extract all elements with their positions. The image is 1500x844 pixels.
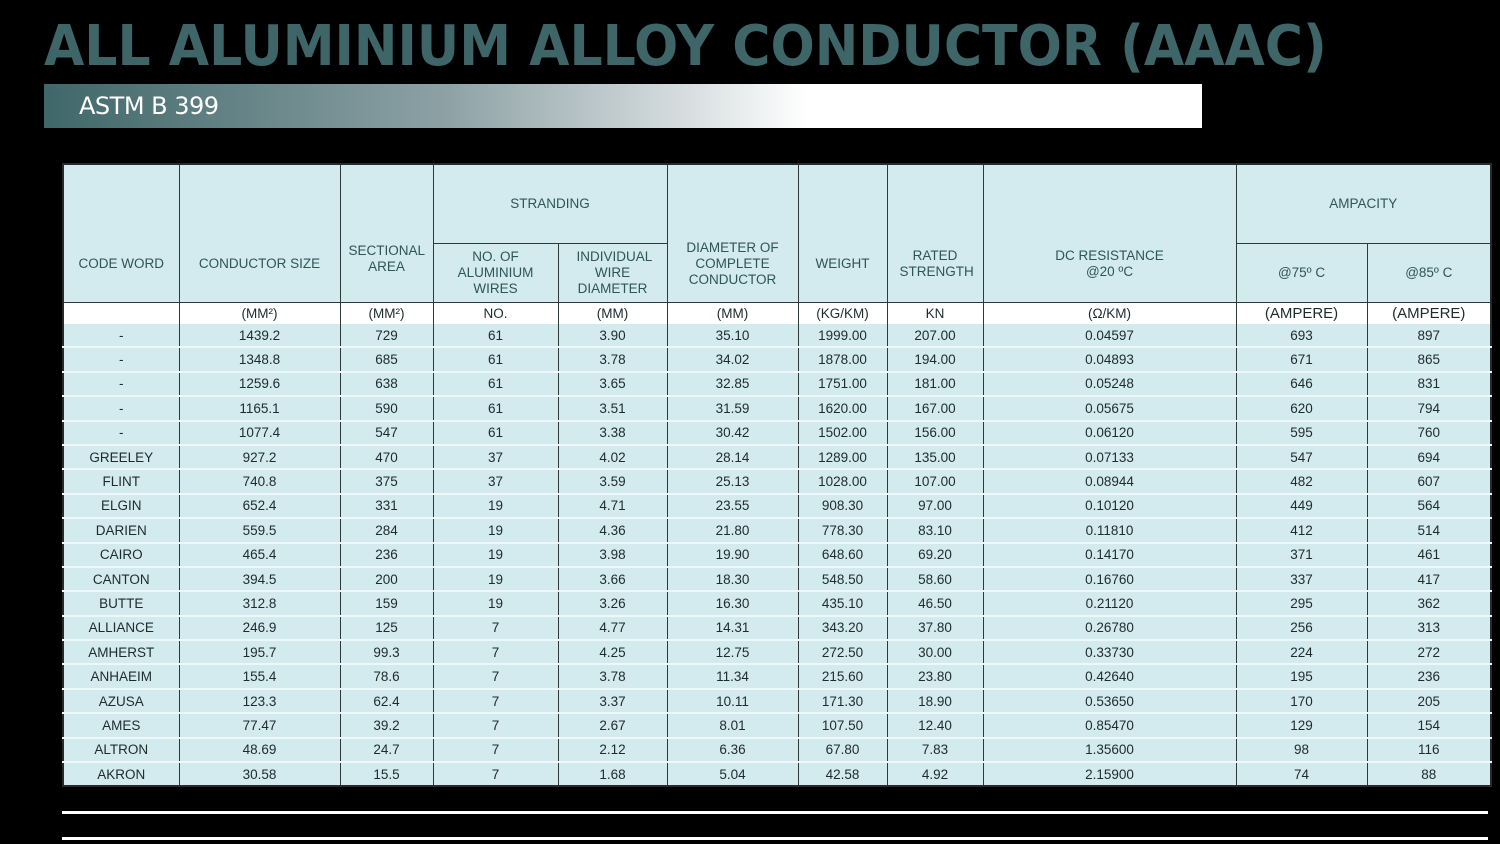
header-no-of-wires: NO. OF ALUMINIUM WIRES — [433, 243, 558, 302]
unit-diameter-complete: (MM) — [667, 303, 798, 325]
cell-diameter-complete: 14.31 — [667, 616, 798, 640]
cell-wire-diameter: 3.90 — [558, 324, 667, 347]
cell-weight: 42.58 — [798, 762, 887, 786]
cell-wire-diameter: 3.78 — [558, 664, 667, 688]
cell-wire-diameter: 4.77 — [558, 616, 667, 640]
cell-weight: 272.50 — [798, 640, 887, 664]
cell-sectional-area: 638 — [340, 372, 433, 396]
standard-banner — [44, 84, 1202, 128]
cell-no-of-wires: 19 — [433, 494, 558, 518]
cell-no-of-wires: 19 — [433, 567, 558, 591]
cell-ampacity-85c: 865 — [1367, 347, 1491, 371]
cell-dc-resistance: 0.42640 — [983, 664, 1236, 688]
cell-ampacity-85c: 831 — [1367, 372, 1491, 396]
cell-no-of-wires: 7 — [433, 762, 558, 786]
cell-ampacity-75c: 98 — [1236, 738, 1367, 762]
cell-diameter-complete: 35.10 — [667, 324, 798, 347]
cell-ampacity-75c: 595 — [1236, 421, 1367, 445]
units-row — [63, 303, 1491, 325]
cell-conductor-size: 740.8 — [179, 469, 340, 493]
cell-code-word: DARIEN — [63, 518, 179, 542]
table-row — [63, 469, 1491, 493]
cell-weight: 548.50 — [798, 567, 887, 591]
unit-ampacity-75c: (AMPERE) — [1236, 303, 1367, 325]
cell-ampacity-85c: 154 — [1367, 713, 1491, 737]
cell-conductor-size: 652.4 — [179, 494, 340, 518]
cell-rated-strength: 181.00 — [887, 372, 983, 396]
cell-sectional-area: 200 — [340, 567, 433, 591]
cell-rated-strength: 58.60 — [887, 567, 983, 591]
cell-sectional-area: 729 — [340, 324, 433, 347]
cell-sectional-area: 470 — [340, 445, 433, 469]
cell-ampacity-85c: 564 — [1367, 494, 1491, 518]
cell-rated-strength: 4.92 — [887, 762, 983, 786]
header-ampacity-75c: @75º C — [1236, 243, 1367, 302]
cell-code-word: ANHAEIM — [63, 664, 179, 688]
cell-wire-diameter: 3.59 — [558, 469, 667, 493]
cell-no-of-wires: 61 — [433, 372, 558, 396]
cell-sectional-area: 99.3 — [340, 640, 433, 664]
footer-rule-1 — [62, 811, 1488, 814]
cell-rated-strength: 207.00 — [887, 324, 983, 347]
cell-code-word: AZUSA — [63, 689, 179, 713]
cell-wire-diameter: 3.51 — [558, 396, 667, 420]
cell-ampacity-75c: 295 — [1236, 591, 1367, 615]
cell-sectional-area: 547 — [340, 421, 433, 445]
cell-dc-resistance: 0.33730 — [983, 640, 1236, 664]
cell-conductor-size: 465.4 — [179, 543, 340, 567]
cell-sectional-area: 685 — [340, 347, 433, 371]
cell-no-of-wires: 37 — [433, 469, 558, 493]
cell-conductor-size: 30.58 — [179, 762, 340, 786]
cell-ampacity-75c: 74 — [1236, 762, 1367, 786]
cell-diameter-complete: 8.01 — [667, 713, 798, 737]
page-title: ALL ALUMINIUM ALLOY CONDUCTOR (AAAC) — [44, 14, 1327, 79]
cell-rated-strength: 107.00 — [887, 469, 983, 493]
cell-wire-diameter: 4.36 — [558, 518, 667, 542]
cell-weight: 171.30 — [798, 689, 887, 713]
cell-no-of-wires: 7 — [433, 713, 558, 737]
cell-wire-diameter: 4.02 — [558, 445, 667, 469]
cell-diameter-complete: 30.42 — [667, 421, 798, 445]
cell-code-word: ALLIANCE — [63, 616, 179, 640]
cell-ampacity-85c: 897 — [1367, 324, 1491, 347]
cell-diameter-complete: 6.36 — [667, 738, 798, 762]
cell-no-of-wires: 61 — [433, 347, 558, 371]
cell-dc-resistance: 0.26780 — [983, 616, 1236, 640]
cell-sectional-area: 375 — [340, 469, 433, 493]
cell-code-word: ALTRON — [63, 738, 179, 762]
cell-code-word: - — [63, 324, 179, 347]
cell-diameter-complete: 31.59 — [667, 396, 798, 420]
cell-conductor-size: 1077.4 — [179, 421, 340, 445]
cell-ampacity-85c: 205 — [1367, 689, 1491, 713]
cell-ampacity-75c: 449 — [1236, 494, 1367, 518]
cell-wire-diameter: 3.37 — [558, 689, 667, 713]
cell-no-of-wires: 61 — [433, 396, 558, 420]
cell-diameter-complete: 12.75 — [667, 640, 798, 664]
cell-wire-diameter: 3.65 — [558, 372, 667, 396]
cell-diameter-complete: 21.80 — [667, 518, 798, 542]
cell-no-of-wires: 7 — [433, 664, 558, 688]
cell-wire-diameter: 1.68 — [558, 762, 667, 786]
header-ampacity: AMPACITY — [1236, 164, 1491, 243]
cell-conductor-size: 123.3 — [179, 689, 340, 713]
cell-wire-diameter: 3.98 — [558, 543, 667, 567]
cell-ampacity-75c: 646 — [1236, 372, 1367, 396]
header-sectional-area: SECTIONAL AREA — [340, 164, 433, 303]
cell-sectional-area: 15.5 — [340, 762, 433, 786]
header-rated-strength: RATED STRENGTH — [887, 164, 983, 303]
table-row — [63, 591, 1491, 615]
cell-ampacity-85c: 88 — [1367, 762, 1491, 786]
cell-sectional-area: 24.7 — [340, 738, 433, 762]
cell-weight: 1878.00 — [798, 347, 887, 371]
cell-weight: 1751.00 — [798, 372, 887, 396]
table-row — [63, 396, 1491, 420]
cell-rated-strength: 135.00 — [887, 445, 983, 469]
table-row — [63, 640, 1491, 664]
cell-weight: 1028.00 — [798, 469, 887, 493]
cell-ampacity-85c: 461 — [1367, 543, 1491, 567]
cell-weight: 1289.00 — [798, 445, 887, 469]
cell-rated-strength: 18.90 — [887, 689, 983, 713]
table-row — [63, 421, 1491, 445]
cell-weight: 343.20 — [798, 616, 887, 640]
cell-sectional-area: 284 — [340, 518, 433, 542]
cell-rated-strength: 156.00 — [887, 421, 983, 445]
aaac-spec-table — [62, 163, 1492, 787]
cell-weight: 1620.00 — [798, 396, 887, 420]
header-dc-resistance: DC RESISTANCE @20 ºC — [983, 164, 1236, 303]
cell-ampacity-75c: 620 — [1236, 396, 1367, 420]
cell-weight: 778.30 — [798, 518, 887, 542]
unit-code-word — [63, 303, 179, 325]
table-row — [63, 689, 1491, 713]
cell-weight: 1502.00 — [798, 421, 887, 445]
header-wire-diameter: INDIVIDUAL WIRE DIAMETER — [558, 243, 667, 302]
cell-ampacity-75c: 412 — [1236, 518, 1367, 542]
cell-sectional-area: 62.4 — [340, 689, 433, 713]
table-row — [63, 543, 1491, 567]
cell-dc-resistance: 0.21120 — [983, 591, 1236, 615]
cell-sectional-area: 236 — [340, 543, 433, 567]
cell-code-word: BUTTE — [63, 591, 179, 615]
cell-diameter-complete: 18.30 — [667, 567, 798, 591]
cell-rated-strength: 194.00 — [887, 347, 983, 371]
cell-code-word: AMHERST — [63, 640, 179, 664]
unit-wire-diameter: (MM) — [558, 303, 667, 325]
cell-conductor-size: 1348.8 — [179, 347, 340, 371]
cell-ampacity-85c: 760 — [1367, 421, 1491, 445]
cell-dc-resistance: 0.04893 — [983, 347, 1236, 371]
header-code-word: CODE WORD — [63, 164, 179, 303]
cell-wire-diameter: 4.25 — [558, 640, 667, 664]
cell-conductor-size: 394.5 — [179, 567, 340, 591]
cell-dc-resistance: 2.15900 — [983, 762, 1236, 786]
unit-weight: (KG/KM) — [798, 303, 887, 325]
cell-conductor-size: 1439.2 — [179, 324, 340, 347]
cell-no-of-wires: 7 — [433, 689, 558, 713]
cell-code-word: AKRON — [63, 762, 179, 786]
cell-ampacity-75c: 547 — [1236, 445, 1367, 469]
cell-wire-diameter: 3.26 — [558, 591, 667, 615]
cell-conductor-size: 48.69 — [179, 738, 340, 762]
cell-no-of-wires: 19 — [433, 591, 558, 615]
cell-rated-strength: 12.40 — [887, 713, 983, 737]
table-row — [63, 762, 1491, 786]
cell-dc-resistance: 0.06120 — [983, 421, 1236, 445]
cell-rated-strength: 46.50 — [887, 591, 983, 615]
table-row — [63, 445, 1491, 469]
header-conductor-size: CONDUCTOR SIZE — [179, 164, 340, 303]
cell-diameter-complete: 16.30 — [667, 591, 798, 615]
cell-ampacity-85c: 694 — [1367, 445, 1491, 469]
cell-code-word: FLINT — [63, 469, 179, 493]
cell-no-of-wires: 19 — [433, 543, 558, 567]
cell-ampacity-85c: 794 — [1367, 396, 1491, 420]
cell-ampacity-85c: 607 — [1367, 469, 1491, 493]
cell-ampacity-75c: 224 — [1236, 640, 1367, 664]
standard-label: ASTM B 399 — [79, 92, 219, 120]
cell-rated-strength: 23.80 — [887, 664, 983, 688]
cell-rated-strength: 97.00 — [887, 494, 983, 518]
unit-ampacity-85c: (AMPERE) — [1367, 303, 1491, 325]
cell-weight: 67.80 — [798, 738, 887, 762]
cell-sectional-area: 331 — [340, 494, 433, 518]
cell-wire-diameter: 4.71 — [558, 494, 667, 518]
table-row — [63, 324, 1491, 347]
cell-no-of-wires: 7 — [433, 738, 558, 762]
cell-wire-diameter: 3.38 — [558, 421, 667, 445]
cell-dc-resistance: 1.35600 — [983, 738, 1236, 762]
cell-code-word: - — [63, 347, 179, 371]
table-row — [63, 738, 1491, 762]
cell-no-of-wires: 7 — [433, 640, 558, 664]
cell-conductor-size: 559.5 — [179, 518, 340, 542]
cell-rated-strength: 83.10 — [887, 518, 983, 542]
cell-diameter-complete: 19.90 — [667, 543, 798, 567]
cell-ampacity-75c: 195 — [1236, 664, 1367, 688]
cell-sectional-area: 159 — [340, 591, 433, 615]
cell-ampacity-75c: 129 — [1236, 713, 1367, 737]
cell-dc-resistance: 0.53650 — [983, 689, 1236, 713]
cell-dc-resistance: 0.16760 — [983, 567, 1236, 591]
cell-conductor-size: 195.7 — [179, 640, 340, 664]
header-diameter-complete: DIAMETER OF COMPLETE CONDUCTOR — [667, 164, 798, 303]
cell-dc-resistance: 0.14170 — [983, 543, 1236, 567]
cell-no-of-wires: 19 — [433, 518, 558, 542]
cell-rated-strength: 69.20 — [887, 543, 983, 567]
cell-dc-resistance: 0.05248 — [983, 372, 1236, 396]
cell-ampacity-75c: 693 — [1236, 324, 1367, 347]
cell-diameter-complete: 23.55 — [667, 494, 798, 518]
unit-conductor-size: (MM²) — [179, 303, 340, 325]
cell-diameter-complete: 10.11 — [667, 689, 798, 713]
cell-diameter-complete: 32.85 — [667, 372, 798, 396]
table-row — [63, 494, 1491, 518]
cell-ampacity-75c: 482 — [1236, 469, 1367, 493]
unit-rated-strength: KN — [887, 303, 983, 325]
cell-weight: 648.60 — [798, 543, 887, 567]
cell-sectional-area: 39.2 — [340, 713, 433, 737]
cell-diameter-complete: 25.13 — [667, 469, 798, 493]
cell-conductor-size: 1165.1 — [179, 396, 340, 420]
cell-dc-resistance: 0.10120 — [983, 494, 1236, 518]
cell-conductor-size: 155.4 — [179, 664, 340, 688]
cell-ampacity-85c: 362 — [1367, 591, 1491, 615]
cell-dc-resistance: 0.11810 — [983, 518, 1236, 542]
header-ampacity-85c: @85º C — [1367, 243, 1491, 302]
cell-code-word: ELGIN — [63, 494, 179, 518]
unit-dc-resistance: (Ω/KM) — [983, 303, 1236, 325]
table-row — [63, 664, 1491, 688]
cell-dc-resistance: 0.07133 — [983, 445, 1236, 469]
cell-code-word: GREELEY — [63, 445, 179, 469]
cell-conductor-size: 77.47 — [179, 713, 340, 737]
cell-ampacity-75c: 256 — [1236, 616, 1367, 640]
cell-dc-resistance: 0.05675 — [983, 396, 1236, 420]
cell-ampacity-85c: 272 — [1367, 640, 1491, 664]
cell-ampacity-85c: 313 — [1367, 616, 1491, 640]
footer-rule-2 — [62, 837, 1488, 840]
cell-rated-strength: 167.00 — [887, 396, 983, 420]
cell-dc-resistance: 0.04597 — [983, 324, 1236, 347]
cell-weight: 908.30 — [798, 494, 887, 518]
cell-ampacity-75c: 371 — [1236, 543, 1367, 567]
cell-weight: 215.60 — [798, 664, 887, 688]
cell-wire-diameter: 3.66 — [558, 567, 667, 591]
cell-ampacity-75c: 337 — [1236, 567, 1367, 591]
cell-diameter-complete: 34.02 — [667, 347, 798, 371]
table-row — [63, 616, 1491, 640]
cell-wire-diameter: 2.67 — [558, 713, 667, 737]
cell-conductor-size: 312.8 — [179, 591, 340, 615]
cell-weight: 1999.00 — [798, 324, 887, 347]
cell-dc-resistance: 0.85470 — [983, 713, 1236, 737]
cell-code-word: - — [63, 421, 179, 445]
cell-rated-strength: 7.83 — [887, 738, 983, 762]
cell-diameter-complete: 5.04 — [667, 762, 798, 786]
cell-weight: 435.10 — [798, 591, 887, 615]
cell-dc-resistance: 0.08944 — [983, 469, 1236, 493]
table-row — [63, 518, 1491, 542]
cell-conductor-size: 246.9 — [179, 616, 340, 640]
cell-ampacity-75c: 170 — [1236, 689, 1367, 713]
table-row — [63, 713, 1491, 737]
cell-weight: 107.50 — [798, 713, 887, 737]
cell-ampacity-75c: 671 — [1236, 347, 1367, 371]
cell-diameter-complete: 28.14 — [667, 445, 798, 469]
header-stranding: STRANDING — [433, 164, 667, 243]
cell-sectional-area: 78.6 — [340, 664, 433, 688]
cell-no-of-wires: 61 — [433, 324, 558, 347]
cell-code-word: - — [63, 372, 179, 396]
cell-no-of-wires: 37 — [433, 445, 558, 469]
cell-wire-diameter: 2.12 — [558, 738, 667, 762]
cell-code-word: CANTON — [63, 567, 179, 591]
table-row — [63, 347, 1491, 371]
cell-ampacity-85c: 417 — [1367, 567, 1491, 591]
cell-conductor-size: 1259.6 — [179, 372, 340, 396]
cell-diameter-complete: 11.34 — [667, 664, 798, 688]
cell-rated-strength: 30.00 — [887, 640, 983, 664]
cell-code-word: AMES — [63, 713, 179, 737]
cell-code-word: - — [63, 396, 179, 420]
cell-wire-diameter: 3.78 — [558, 347, 667, 371]
cell-rated-strength: 37.80 — [887, 616, 983, 640]
unit-sectional-area: (MM²) — [340, 303, 433, 325]
cell-ampacity-85c: 514 — [1367, 518, 1491, 542]
table-row — [63, 567, 1491, 591]
unit-no-of-wires: NO. — [433, 303, 558, 325]
cell-sectional-area: 125 — [340, 616, 433, 640]
cell-ampacity-85c: 236 — [1367, 664, 1491, 688]
cell-no-of-wires: 61 — [433, 421, 558, 445]
cell-conductor-size: 927.2 — [179, 445, 340, 469]
cell-sectional-area: 590 — [340, 396, 433, 420]
table-row — [63, 372, 1491, 396]
cell-ampacity-85c: 116 — [1367, 738, 1491, 762]
header-weight: WEIGHT — [798, 164, 887, 303]
cell-code-word: CAIRO — [63, 543, 179, 567]
cell-no-of-wires: 7 — [433, 616, 558, 640]
